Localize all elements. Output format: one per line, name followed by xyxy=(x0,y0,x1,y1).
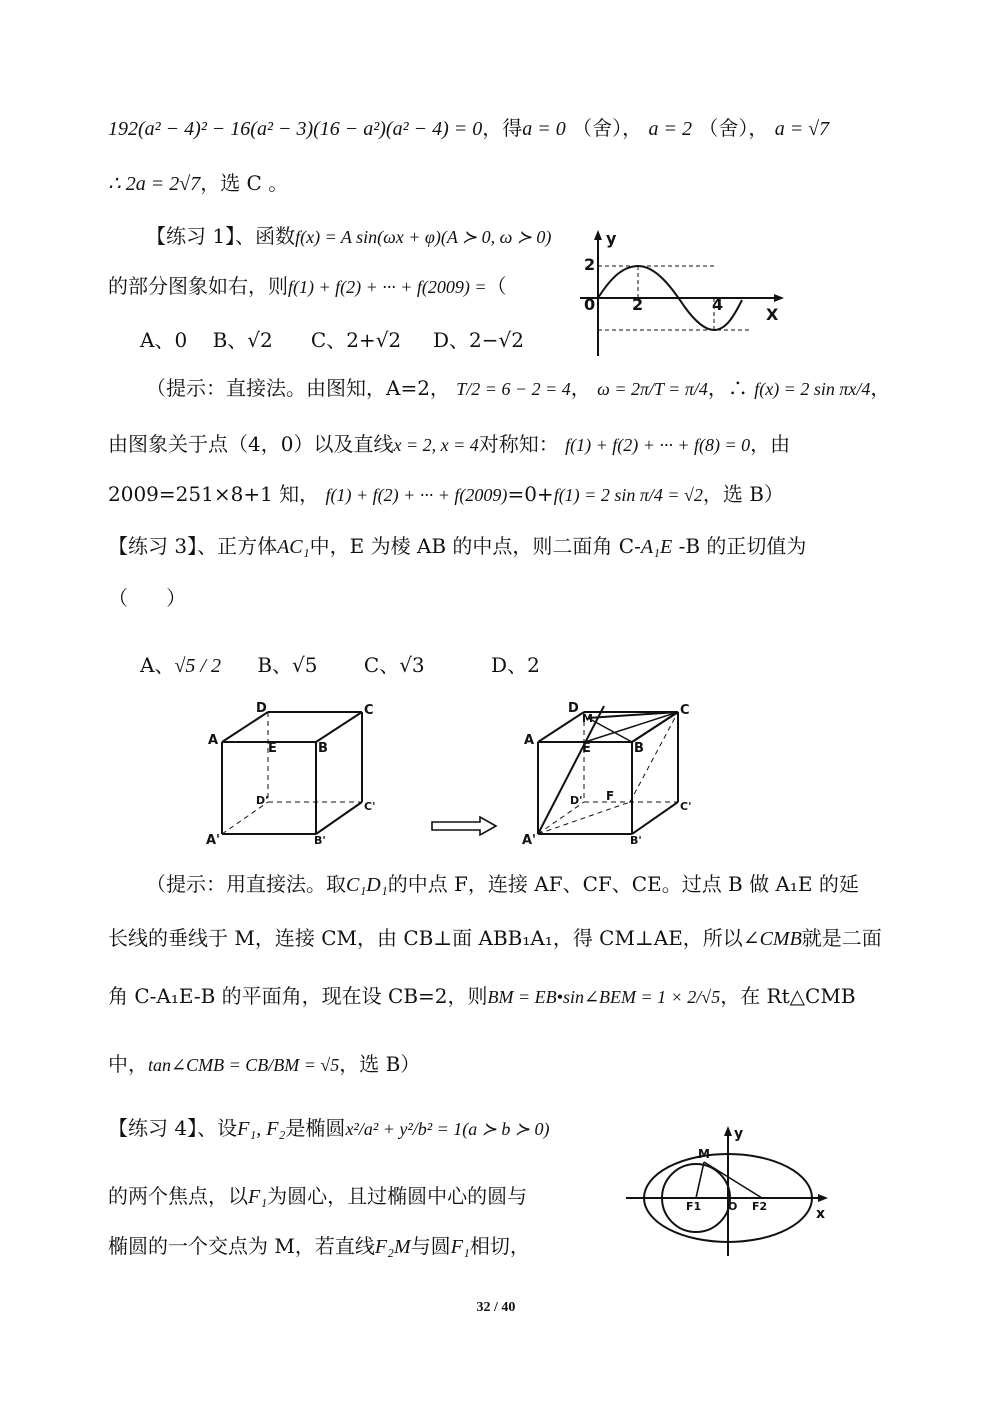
exercise-3-paren: （ ） xyxy=(108,586,187,610)
equation-192: 192(a² − 4)² − 16(a² − 3)(16 − a²)(a² − 4) = 0 xyxy=(108,118,483,140)
graph-tick-x4: 4 xyxy=(712,295,724,314)
page-number: 32 / 40 xyxy=(476,1300,516,1315)
hint-1-omega: ω = 2π/T = π/4 xyxy=(597,379,708,399)
left-label-e: E xyxy=(268,741,277,756)
right-label-d1: D' xyxy=(570,794,583,807)
hint-3-line-4 xyxy=(108,1054,420,1074)
option-a-label: A、 xyxy=(140,653,175,677)
hint-3-rest: 的中点 F，连接 AF、CF、CE。过点 B 做 A₁E 的延 xyxy=(387,872,859,896)
right-label-b1: B' xyxy=(630,834,642,847)
exercise-3-text1: 、正方体 xyxy=(197,534,278,558)
right-label-c: C xyxy=(680,703,690,718)
text-choose-c: ，选 C 。 xyxy=(200,171,289,195)
exercise-4-text1: 、设 xyxy=(197,1116,238,1140)
eq-2a: ∴ 2a = 2√7 xyxy=(108,173,201,195)
exercise-4-line-3 xyxy=(108,1236,530,1257)
hint-1-by: ，由 xyxy=(750,432,791,456)
hint-1-symmetry: 由图象关于点（4，0）以及直线 xyxy=(108,432,394,456)
graph-y-label: y xyxy=(606,229,617,248)
hint-3-c1d1: C₁D₁ xyxy=(346,874,388,896)
option-b: B、√5 xyxy=(257,653,318,677)
option-d: D、2 xyxy=(491,653,540,677)
sine-graph xyxy=(580,228,790,356)
ellipse-m-label: M xyxy=(698,1147,710,1161)
text-de: ，得 xyxy=(482,116,523,140)
exercise-4-text2: 的两个焦点，以 xyxy=(108,1184,248,1208)
option-a-value: √5 / 2 xyxy=(174,655,221,677)
exercise-4-circle: 与圆 xyxy=(410,1234,451,1258)
cube-left-diagram xyxy=(200,698,390,850)
right-label-a: A xyxy=(524,733,535,748)
hint-1-know: 对称知： xyxy=(478,432,559,456)
hint-3-start: （提示：用直接法。取 xyxy=(146,872,346,896)
option-c: C、√3 xyxy=(363,653,425,677)
hint-3-line-2 xyxy=(108,928,882,949)
right-label-c1: C' xyxy=(680,800,692,813)
graph-tick-2: 2 xyxy=(584,255,596,274)
hint-1-eq0: =0+ xyxy=(507,482,554,506)
exercise-3-text3: -B 的正切值为 xyxy=(672,534,807,558)
exercise-3-label: 【练习 3】 xyxy=(108,534,198,558)
eq-a2: a = 2 xyxy=(648,118,692,140)
exercise-4-label: 【练习 4】 xyxy=(108,1116,198,1140)
hint-3-bm: BM = EB•sin∠BEM = 1 × 2/√5 xyxy=(487,987,721,1007)
exercise-1-line-1 xyxy=(146,226,551,246)
ellipse-y-label: y xyxy=(734,1126,744,1142)
hint-3-tan: tan∠CMB = CB/BM = √5 xyxy=(148,1055,340,1075)
right-label-d: D xyxy=(568,701,579,716)
exercise-4-line-1 xyxy=(108,1118,549,1139)
hint-1-fx: f(x) = 2 sin πx/4 xyxy=(754,379,871,399)
hint-1-line-1: （提示：直接法。由图知，A=2， T/2 = 6 − 2 = 4， ω = 2π/T = π/4，∴ f(x) = 2 sin πx/4， xyxy=(146,376,891,400)
text-she1: （舍）， xyxy=(572,116,643,140)
hint-1-start: （提示：直接法。由图知，A=2， xyxy=(146,376,450,400)
hint-1-choose-b: ，选 B） xyxy=(702,482,784,506)
hint-1-line-3 xyxy=(108,484,784,504)
transform-arrow-icon xyxy=(430,816,500,836)
exercise-3-text2: 中，E 为棱 AB 的中点，则二面角 C- xyxy=(309,534,641,558)
ellipse-f1-label: F1 xyxy=(686,1200,702,1213)
hint-3-in: 中， xyxy=(108,1052,148,1076)
exercise-1-line-2 xyxy=(108,276,507,296)
ellipse-diagram xyxy=(626,1122,836,1258)
hint-3-line-3 xyxy=(108,986,856,1006)
graph-tick-x2: 2 xyxy=(632,295,644,314)
exercise-4-text4: 椭圆的一个交点为 M，若直线 xyxy=(108,1234,375,1258)
exercise-3-line-1 xyxy=(108,536,806,557)
exercise-1-paren: （ xyxy=(486,274,507,298)
equation-line-1 xyxy=(108,118,829,139)
ellipse-o-label: O xyxy=(728,1200,738,1213)
exercise-3-options xyxy=(140,655,540,676)
right-label-m: M xyxy=(582,712,593,725)
exercise-4-tangent: 相切， xyxy=(469,1234,530,1258)
exercise-3-a1e: A₁E xyxy=(640,536,673,558)
exercise-1-function: f(x) = A sin(ωx + φ)(A ≻ 0, ω ≻ 0) xyxy=(295,227,552,247)
exercise-1-sum: f(1) + f(2) + ··· + f(2009) = xyxy=(288,277,487,297)
hint-1-therefore: ，∴ xyxy=(707,376,748,400)
hint-3-angle: ∠CMB xyxy=(742,928,802,950)
exercise-4-foci: F₁, F₂ xyxy=(237,1118,286,1140)
hint-1-2009: 2009=251×8+1 知， xyxy=(108,482,320,506)
graph-origin: 0 xyxy=(584,295,596,314)
left-label-b: B xyxy=(318,741,328,756)
right-label-e: E xyxy=(582,741,591,756)
exercise-3-ac1: AC₁ xyxy=(277,536,310,558)
right-label-f: F xyxy=(606,789,615,803)
ellipse-f2-label: F2 xyxy=(752,1200,768,1213)
hint-3-perp: 长线的垂线于 M，连接 CM，由 CB⊥面 ABB₁A₁，得 CM⊥AE，所以 xyxy=(108,926,743,950)
hint-3-plane-angle: 角 C-A₁E-B 的平面角，现在设 CB=2，则 xyxy=(108,984,488,1008)
hint-3-line-1 xyxy=(146,874,859,895)
text-she2: （舍）， xyxy=(698,116,769,140)
hint-1-sum2009: f(1) + f(2) + ··· + f(2009) xyxy=(325,485,508,505)
exercise-4-f1b: F₁ xyxy=(450,1236,470,1258)
hint-1-sum8: f(1) + f(2) + ··· + f(8) = 0 xyxy=(565,435,751,455)
exercise-1-options: A、0 B、√2 C、2+√2 D、2−√2 xyxy=(140,328,524,352)
hint-1-f1: f(1) = 2 sin π/4 = √2 xyxy=(553,485,703,505)
cube-right-diagram xyxy=(520,698,710,850)
left-label-d: D xyxy=(256,701,267,716)
exercise-4-line-2 xyxy=(108,1186,527,1207)
left-label-c1: C' xyxy=(364,800,376,813)
hint-1-line-2 xyxy=(108,434,790,454)
right-label-b: B xyxy=(634,741,644,756)
exercise-4-text3: 为圆心，且过椭圆中心的圆与 xyxy=(267,1184,528,1208)
exercise-4-ellipse-eq: x²/a² + y²/b² = 1(a ≻ b ≻ 0) xyxy=(345,1119,550,1139)
right-label-a1: A' xyxy=(522,833,537,848)
left-label-d1: D' xyxy=(256,794,269,807)
hint-3-rt: ，在 Rt△CMB xyxy=(720,984,856,1008)
exercise-4-ellipse-word: 是椭圆 xyxy=(285,1116,346,1140)
left-label-c: C xyxy=(364,703,374,718)
exercise-4-f1: F₁ xyxy=(248,1186,268,1208)
exercise-1-label: 【练习 1】 xyxy=(146,224,236,248)
eq-a0: a = 0 xyxy=(522,118,566,140)
left-label-b1: B' xyxy=(314,834,326,847)
graph-x-label: X xyxy=(766,305,779,324)
eq-a-sqrt7: a = √7 xyxy=(774,118,830,140)
equation-line-2 xyxy=(108,173,288,194)
exercise-4-f2m: F₂M xyxy=(374,1236,411,1258)
hint-1-lines: x = 2, x = 4 xyxy=(393,435,479,455)
exercise-1-text: 、函数 xyxy=(235,224,296,248)
ellipse-x-label: x xyxy=(816,1206,826,1222)
hint-3-choose-b: ，选 B） xyxy=(339,1052,421,1076)
left-label-a: A xyxy=(208,733,219,748)
hint-1-half-period: T/2 = 6 − 2 = 4 xyxy=(456,379,571,399)
hint-3-dihedral: 就是二面 xyxy=(801,926,882,950)
left-label-a1: A' xyxy=(206,833,221,848)
exercise-1-question: 的部分图象如右，则 xyxy=(108,274,288,298)
